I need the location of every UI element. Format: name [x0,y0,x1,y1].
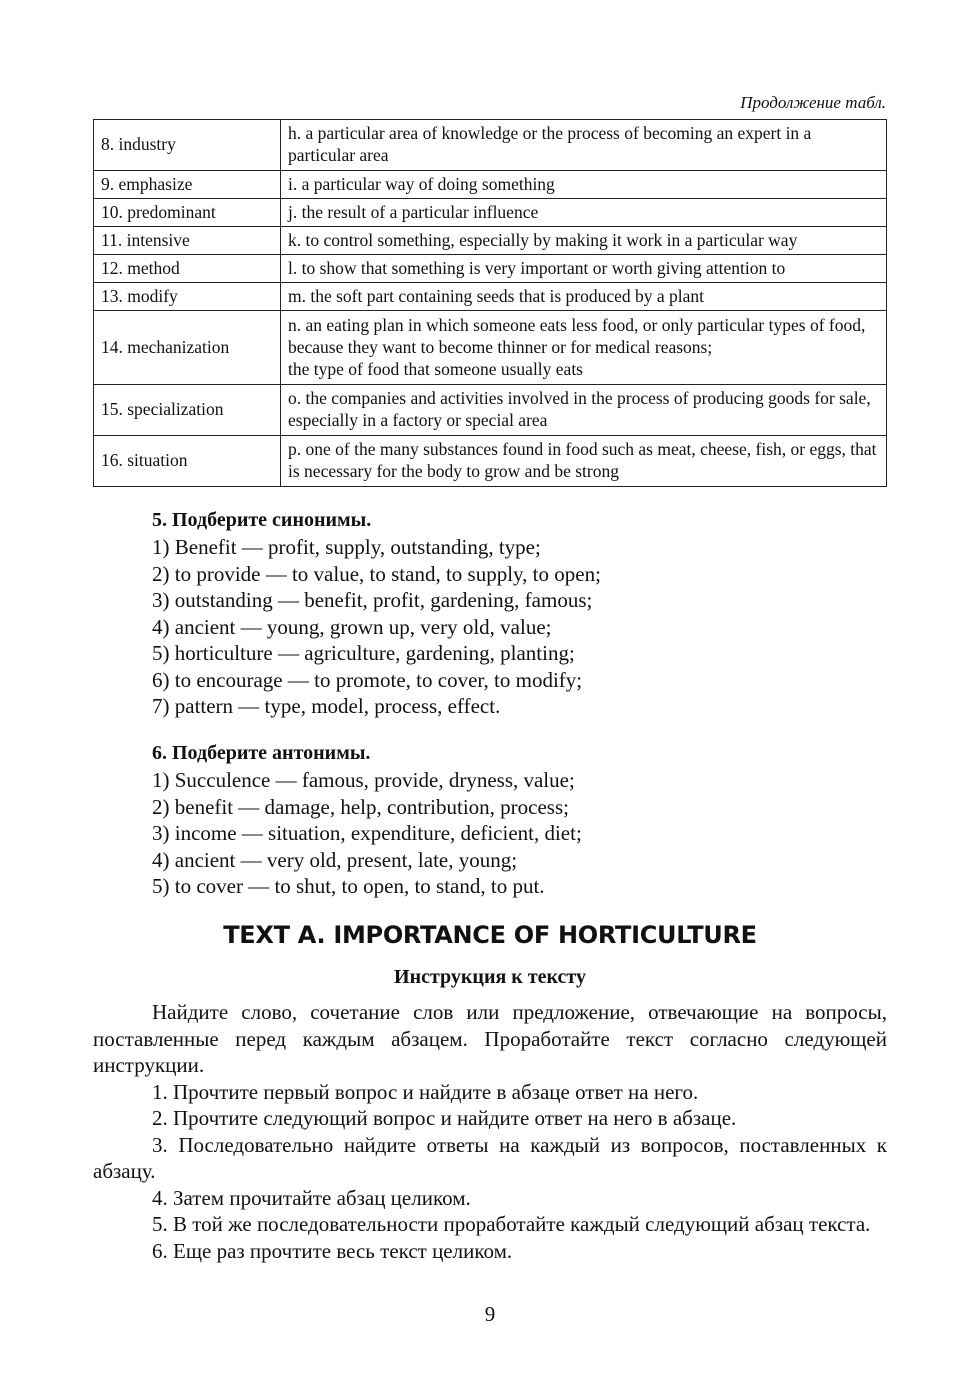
instruction-paragraph: 3. Последовательно найдите ответы на каждый из вопросов, поставленных к абзацу. [93,1132,887,1183]
instruction-paragraph: 6. Еще раз прочтите весь текст целиком. [152,1238,513,1263]
definition-cell: p. one of the many substances found in food such as meat, cheese, fish, or eggs, that is necessary for the body to grow and be strong [281,436,887,487]
list-item: 6) to encourage — to promote, to cover, to modify; [152,667,583,692]
term-cell: 12. method [94,255,281,283]
instruction-paragraph: 4. Затем прочитайте абзац целиком. [152,1185,471,1210]
term-cell: 11. intensive [94,227,281,255]
list-item: 1) Benefit — profit, supply, outstanding, type; [152,535,541,559]
definition-cell: k. to control something, especially by making it work in a particular way [281,227,887,255]
list-item: 3) outstanding — benefit, profit, gardening, famous; [152,588,593,612]
table-row [94,171,887,199]
synonyms-list [152,534,601,720]
definition-cell: i. a particular way of doing something [281,171,887,199]
table-row [94,255,887,283]
instruction-paragraph: 2. Прочтите следующий вопрос и найдите ответ на него в абзаце. [152,1106,737,1130]
text-heading: TEXT A. IMPORTANCE OF HORTICULTURE [223,921,757,949]
definition-cell: l. to show that something is very important or worth giving attention to [281,255,887,283]
term-cell: 13. modify [94,283,281,311]
table-row [94,385,887,436]
term-cell: 15. specialization [94,385,281,436]
definition-cell: h. a particular area of knowledge or the process of becoming an expert in a particular area [281,120,887,171]
term-cell: 16. situation [94,436,281,487]
list-item: 4) ancient — young, grown up, very old, value; [152,614,552,639]
term-cell: 9. emphasize [94,171,281,199]
synonyms-exercise-title: 5. Подберите синонимы. [152,509,372,531]
definition-cell: j. the result of a particular influence [281,199,887,227]
list-item: 7) pattern — type, model, process, effect. [152,694,501,718]
antonyms-list [152,767,582,900]
page-number: 9 [484,1302,496,1326]
list-item: 4) ancient — very old, present, late, young; [152,847,518,872]
list-item: 5) horticulture — agriculture, gardening, planting; [152,641,575,665]
list-item: 2) to provide — to value, to stand, to supply, to open; [152,561,601,586]
table-row [94,436,887,487]
table-row [94,227,887,255]
term-cell: 10. predominant [94,199,281,227]
table-row [94,283,887,311]
term-cell: 8. industry [94,120,281,171]
table-row [94,311,887,385]
instruction-paragraph: 1. Прочтите первый вопрос и найдите в абзаце ответ на него. [152,1079,699,1104]
instruction-text [93,999,887,1264]
table-continued-label: Продолжение табл. [740,93,886,112]
table-row [94,120,887,171]
list-item: 2) benefit — damage, help, contribution, process; [152,794,569,819]
definition-cell: n. an eating plan in which someone eats less food, or only particular types of food, because they want to become thinner or for medical reasons; the type of food that someone usually eats [281,311,887,385]
list-item: 5) to cover — to shut, to open, to stand, to put. [152,874,545,898]
instruction-heading: Инструкция к тексту [394,966,586,988]
list-item: 1) Succulence — famous, provide, dryness, value; [152,768,575,792]
instruction-paragraph: Найдите слово, сочетание слов или предложение, отвечающие на вопросы, поставленные перед каждым абзацем. Проработайте текст согласно следующей инструкции. [93,1000,887,1077]
definition-cell: m. the soft part containing seeds that is produced by a plant [281,283,887,311]
list-item: 3) income — situation, expenditure, deficient, diet; [152,821,582,845]
table-row [94,199,887,227]
definition-cell: o. the companies and activities involved in the process of producing goods for sale, especially in a factory or special area [281,385,887,436]
instruction-paragraph: 5. В той же последовательности проработайте каждый следующий абзац текста. [152,1212,871,1236]
term-cell: 14. mechanization [94,311,281,385]
vocabulary-table [93,119,887,487]
antonyms-exercise-title: 6. Подберите антонимы. [152,742,371,764]
